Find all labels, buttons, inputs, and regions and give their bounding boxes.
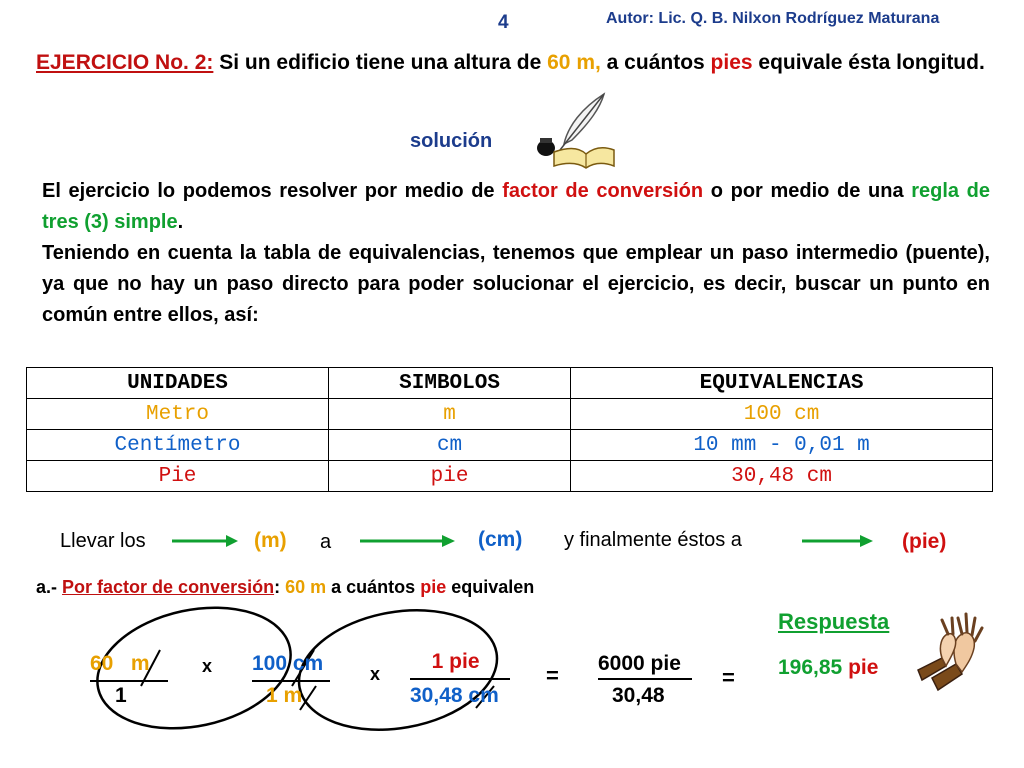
exercise-unit: pies xyxy=(710,51,753,74)
answer-label: Respuesta xyxy=(778,609,890,634)
explanation-l1c: o por medio de una xyxy=(710,180,904,202)
table-header: EQUIVALENCIAS xyxy=(571,368,993,399)
multiply-sign: x xyxy=(370,664,381,684)
exercise-text-a: Si un edificio tiene una altura de xyxy=(219,51,542,74)
result-numerator-number: 6000 pie xyxy=(598,652,681,675)
flow-unit-cm: (cm) xyxy=(478,528,523,551)
exercise-text-c: equivale ésta longitud. xyxy=(758,51,985,74)
flow-unit-m: (m) xyxy=(254,529,287,552)
flow-text-3: y finalmente éstos a xyxy=(564,529,742,551)
fraction1-numerator-text: 60 m xyxy=(90,652,150,675)
explanation-l1e: . xyxy=(177,211,184,233)
table-header: SIMBOLOS xyxy=(329,368,571,399)
exercise-label: EJERCICIO No. 2: xyxy=(36,51,214,74)
table-cell: Centímetro xyxy=(27,430,329,461)
equals-sign: = xyxy=(722,665,735,690)
result-denominator: 30,48 xyxy=(612,684,665,707)
equals-sign: = xyxy=(546,663,559,688)
explanation-l2: Teniendo en cuenta la tabla de equivalencias, tenemos que emplear un paso intermedio (puente), ya que no hay un paso directo para poder solucionar el ejercicio, es decir, buscar un punto en común entre ellos, así: xyxy=(42,242,990,326)
answer-unit: pie xyxy=(848,656,879,679)
result-numerator xyxy=(598,652,681,676)
method-line xyxy=(36,577,534,598)
table-cell: Pie xyxy=(27,461,329,492)
table-row xyxy=(27,430,993,461)
flow-text-2: a xyxy=(320,531,332,553)
explanation-rule: regla de tres (3) simple xyxy=(42,180,991,233)
method-text: a cuántos xyxy=(331,577,416,597)
method-unit: pie xyxy=(420,577,447,597)
table-row xyxy=(27,399,993,430)
answer-value: 196,85 xyxy=(778,656,843,679)
method-value: 60 m xyxy=(285,577,327,597)
fraction1-denominator: 1 xyxy=(115,684,127,707)
method-tail: equivalen xyxy=(451,577,535,597)
solution-title: solución xyxy=(410,130,493,152)
exercise-value: 60 m, xyxy=(547,51,601,74)
exercise-text-b: a cuántos xyxy=(606,51,705,74)
table-cell: 100 cm xyxy=(571,399,993,430)
fraction1-numerator xyxy=(90,652,150,676)
multiply-sign: x xyxy=(202,656,213,676)
fraction3-numerator: 1 pie xyxy=(420,650,492,673)
arrow-right-icon xyxy=(170,532,240,550)
page-number: 4 xyxy=(498,12,509,33)
explanation-text xyxy=(42,176,990,331)
method-colon: : xyxy=(274,577,281,597)
table-cell: 10 mm - 0,01 m xyxy=(571,430,993,461)
arrow-right-icon xyxy=(800,532,876,550)
table-cell: pie xyxy=(329,461,571,492)
explanation-factor: factor de conversión xyxy=(502,180,704,202)
flow-text-1: Llevar los xyxy=(60,530,146,552)
author-credit: Autor: Lic. Q. B. Nilxon Rodríguez Maturana xyxy=(606,10,940,27)
table-header-row xyxy=(27,368,993,399)
method-name: Por factor de conversión xyxy=(62,577,275,597)
table-row xyxy=(27,461,993,492)
method-label: a.- xyxy=(36,577,58,597)
explanation-l1a: El ejercicio lo podemos resolver por medio de xyxy=(42,180,495,202)
table-cell: cm xyxy=(329,430,571,461)
fraction2-numerator: 100 cm xyxy=(252,652,324,675)
fraction3-denominator: 30,48 cm xyxy=(410,684,499,707)
table-cell: 30,48 cm xyxy=(571,461,993,492)
equivalence-table xyxy=(26,367,993,492)
table-header: UNIDADES xyxy=(27,368,329,399)
arrow-right-icon xyxy=(358,532,458,550)
exercise-statement xyxy=(36,47,986,79)
table-cell: Metro xyxy=(27,399,329,430)
flow-unit-pie: (pie) xyxy=(902,530,947,553)
table-cell: m xyxy=(329,399,571,430)
fraction2-denominator: 1 m xyxy=(266,684,303,707)
quill-book-icon xyxy=(524,88,616,170)
answer xyxy=(778,656,878,680)
clapping-hands-icon xyxy=(912,608,992,698)
